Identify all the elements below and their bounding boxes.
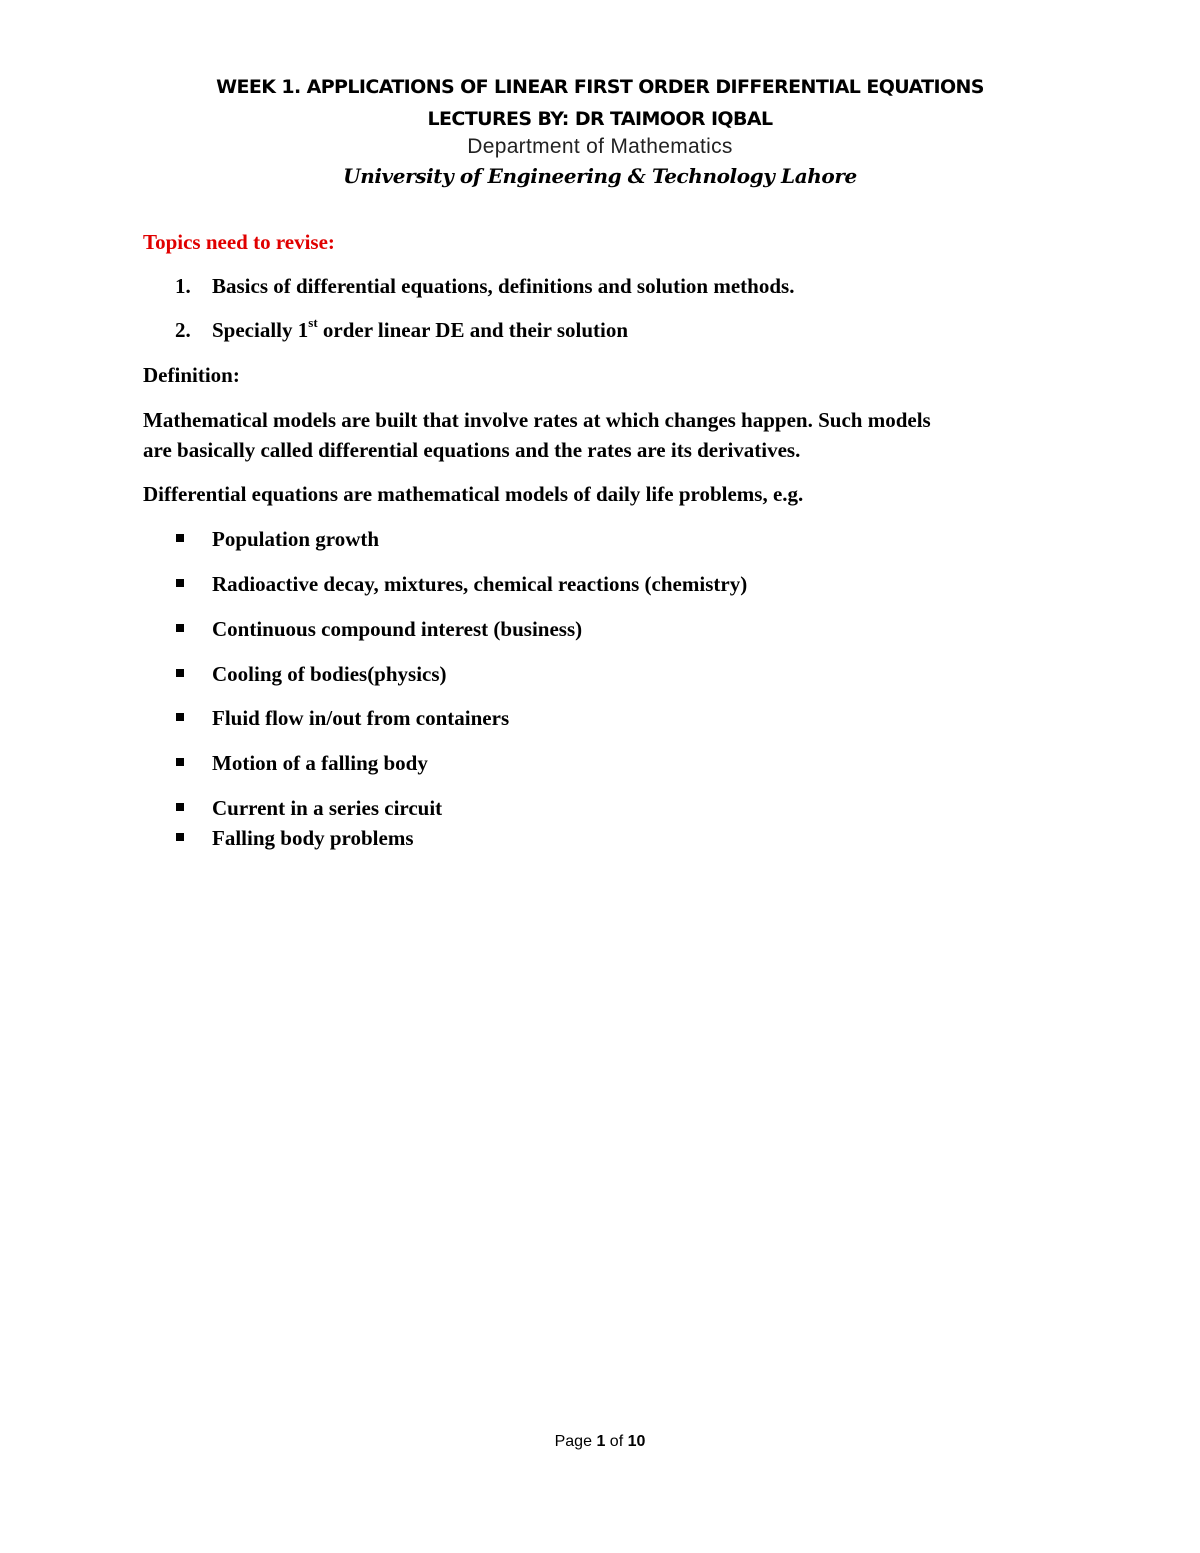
page-number: 1	[596, 1433, 606, 1450]
page-label: Page	[554, 1433, 592, 1450]
square-bullet-icon	[176, 669, 184, 677]
list-item: Population growth	[212, 527, 380, 551]
topic-item	[212, 315, 629, 343]
department-name: Department of Mathematics	[467, 135, 733, 158]
topic-item-text: Specially 1	[212, 318, 309, 342]
list-item: Current in a series circuit	[212, 796, 443, 820]
topics-heading: Topics need to revise:	[143, 230, 335, 254]
square-bullet-icon	[176, 758, 184, 766]
list-item: Continuous compound interest (business)	[212, 617, 583, 641]
topic-item: Basics of differential equations, definitions and solution methods.	[212, 274, 795, 298]
definition-heading: Definition:	[143, 363, 240, 387]
page-footer	[0, 1433, 1200, 1451]
square-bullet-icon	[176, 833, 184, 841]
square-bullet-icon	[176, 624, 184, 632]
square-bullet-icon	[176, 713, 184, 721]
topic-item-text: order linear DE and their solution	[317, 318, 629, 342]
list-item: Fluid flow in/out from containers	[212, 706, 510, 730]
definition-paragraph-line: Mathematical models are built that involve rates at which changes happen. Such models	[143, 408, 931, 432]
total-pages: 10	[627, 1433, 646, 1450]
ordinal-superscript: st	[308, 315, 318, 330]
of-label: of	[609, 1433, 624, 1450]
list-item: Cooling of bodies(physics)	[212, 662, 447, 686]
lecturer-line: LECTURES BY: DR TAIMOOR IQBAL	[427, 108, 773, 130]
list-item: Motion of a falling body	[212, 751, 428, 775]
university-name: University of Engineering & Technology Lahore	[343, 164, 857, 188]
square-bullet-icon	[176, 534, 184, 542]
definition-paragraph-line: are basically called differential equations and the rates are its derivatives.	[143, 438, 801, 462]
document-title: WEEK 1. APPLICATIONS OF LINEAR FIRST ORDER DIFFERENTIAL EQUATIONS	[216, 76, 984, 98]
square-bullet-icon	[176, 803, 184, 811]
square-bullet-icon	[176, 579, 184, 587]
list-item: Falling body problems	[212, 826, 414, 850]
list-number: 2.	[175, 318, 191, 342]
list-item: Radioactive decay, mixtures, chemical reactions (chemistry)	[212, 572, 748, 596]
examples-intro: Differential equations are mathematical models of daily life problems, e.g.	[143, 482, 804, 506]
list-number: 1.	[175, 274, 191, 298]
